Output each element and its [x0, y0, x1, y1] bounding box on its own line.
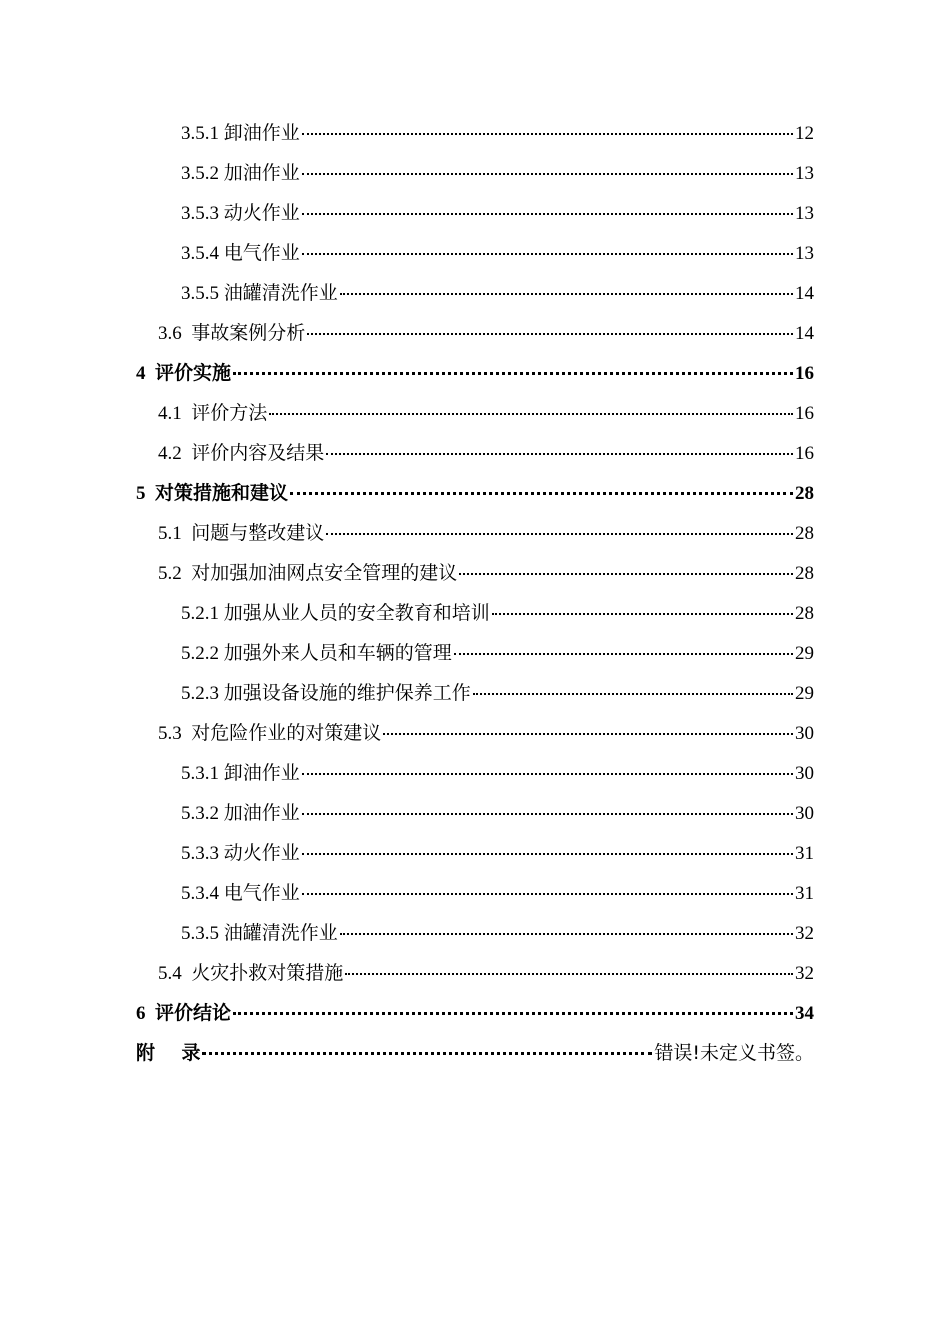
toc-entry-title: 油罐清洗作业: [223, 282, 338, 304]
toc-entry-page-number: 16: [795, 403, 814, 424]
toc-entry-page-number: 28: [795, 523, 814, 544]
toc-entry-number: 3.6: [158, 323, 192, 344]
toc-entry-page-number: 31: [795, 883, 814, 904]
toc-dot-leader: [202, 1052, 652, 1055]
toc-entry[interactable]: [0, 233, 950, 273]
toc-dot-leader: [307, 333, 793, 335]
toc-entry-page-number: 28: [795, 563, 814, 584]
toc-dot-leader: [383, 733, 793, 735]
toc-entry[interactable]: [0, 393, 950, 433]
toc-entry-number: 3.5.1: [181, 123, 224, 144]
toc-dot-leader: [454, 653, 793, 655]
toc-entry-page-number: 12: [795, 123, 814, 144]
toc-entry[interactable]: [0, 993, 950, 1033]
toc-entry-title: 事故案例分析: [191, 322, 306, 344]
toc-entry-number: 3.5.3: [181, 203, 224, 224]
toc-entry-title: 评价结论: [155, 1002, 232, 1024]
toc-entry-page-number: 31: [795, 843, 814, 864]
toc-entry-title: 动火作业: [223, 202, 300, 224]
toc-entry-page-number: 30: [795, 723, 814, 744]
toc-entry-title: 卸油作业: [223, 122, 300, 144]
toc-entry-title: 评价实施: [155, 362, 232, 384]
toc-entry-page-number: 14: [795, 323, 814, 344]
toc-entry-number: 5.3.2: [181, 803, 224, 824]
toc-entry-number: 5.2.2: [181, 643, 224, 664]
toc-entry-page-number: 13: [795, 203, 814, 224]
toc-entry-page-number: 30: [795, 803, 814, 824]
toc-entry[interactable]: [0, 513, 950, 553]
toc-entry-page-number: 29: [795, 643, 814, 664]
toc-entry[interactable]: [0, 433, 950, 473]
toc-dot-leader: [340, 933, 793, 935]
toc-entry-number: 6: [136, 1003, 155, 1024]
toc-entry-number: 5: [136, 483, 155, 504]
toc-entry-page-number: 32: [795, 963, 814, 984]
toc-entry-title: 对加强加油网点安全管理的建议: [191, 562, 458, 584]
toc-dot-leader: [326, 533, 793, 535]
toc-dot-leader: [302, 213, 793, 215]
toc-dot-leader: [233, 1012, 793, 1015]
toc-entry-title: 附 录: [136, 1042, 201, 1064]
toc-entry-page-number: 13: [795, 243, 814, 264]
toc-dot-leader: [302, 133, 793, 135]
toc-entry-title: 电气作业: [223, 882, 300, 904]
toc-dot-leader: [302, 813, 793, 815]
toc-entry-page-number: 34: [795, 1003, 814, 1024]
toc-entry-page-number: 14: [795, 283, 814, 304]
toc-entry-title: 加油作业: [223, 162, 300, 184]
toc-entry[interactable]: [0, 313, 950, 353]
toc-entry-number: 5.2.1: [181, 603, 224, 624]
toc-entry-number: 3.5.5: [181, 283, 224, 304]
toc-dot-leader: [340, 293, 793, 295]
toc-entry-number: 5.2.3: [181, 683, 224, 704]
toc-entry-number: 5.3: [158, 723, 192, 744]
toc-entry-title: 评价内容及结果: [191, 442, 325, 464]
toc-entry-page-number: 16: [795, 363, 814, 384]
toc-entry[interactable]: [0, 833, 950, 873]
toc-entry-number: 5.2: [158, 563, 192, 584]
toc-dot-leader: [302, 773, 793, 775]
toc-entry-number: 5.1: [158, 523, 192, 544]
toc-entry-number: 5.3.4: [181, 883, 224, 904]
toc-entry[interactable]: [0, 953, 950, 993]
toc-dot-leader: [326, 453, 793, 455]
toc-entry[interactable]: [0, 753, 950, 793]
toc-entry-title: 加油作业: [223, 802, 300, 824]
toc-entry-title: 油罐清洗作业: [223, 922, 338, 944]
toc-entry-title: 动火作业: [223, 842, 300, 864]
toc-entry-title: 问题与整改建议: [191, 522, 325, 544]
toc-dot-leader: [345, 973, 793, 975]
toc-dot-leader: [473, 693, 793, 695]
toc-dot-leader: [302, 893, 793, 895]
toc-entry[interactable]: [0, 1033, 950, 1073]
toc-entry-title: 评价方法: [191, 402, 268, 424]
toc-dot-leader: [290, 492, 793, 495]
toc-entry[interactable]: [0, 553, 950, 593]
toc-dot-leader: [302, 253, 793, 255]
toc-entry-number: 3.5.4: [181, 243, 224, 264]
toc-entry-number: 5.3.3: [181, 843, 224, 864]
toc-entry[interactable]: [0, 593, 950, 633]
toc-entry[interactable]: [0, 713, 950, 753]
toc-entry-page-number: 28: [795, 603, 814, 624]
toc-entry-page-number: 28: [795, 483, 814, 504]
toc-entry[interactable]: [0, 873, 950, 913]
toc-entry-number: 5.4: [158, 963, 192, 984]
toc-entry-page-number: 29: [795, 683, 814, 704]
toc-entry-page-number: 30: [795, 763, 814, 784]
toc-entry[interactable]: [0, 193, 950, 233]
toc-dot-leader: [269, 413, 793, 415]
toc-entry-title: 对策措施和建议: [155, 482, 289, 504]
toc-entry-number: 5.3.5: [181, 923, 224, 944]
toc-entry-title: 电气作业: [223, 242, 300, 264]
toc-dot-leader: [302, 853, 793, 855]
toc-entry-title: 加强外来人员和车辆的管理: [223, 642, 452, 664]
toc-entry-page-number: 16: [795, 443, 814, 464]
toc-entry[interactable]: [0, 913, 950, 953]
toc-entry[interactable]: [0, 353, 950, 393]
toc-entry-page-number: 13: [795, 163, 814, 184]
toc-entry-title: 卸油作业: [223, 762, 300, 784]
toc-entry-number: 4.2: [158, 443, 192, 464]
toc-entry-number: 4.1: [158, 403, 192, 424]
toc-entry-title: 对危险作业的对策建议: [191, 722, 382, 744]
toc-entry-number: 5.3.1: [181, 763, 224, 784]
toc-entry-title: 火灾扑救对策措施: [191, 962, 344, 984]
table-of-contents: [0, 113, 950, 1073]
toc-dot-leader: [492, 613, 793, 615]
toc-entry[interactable]: [0, 273, 950, 313]
toc-entry[interactable]: [0, 153, 950, 193]
toc-entry[interactable]: [0, 673, 950, 713]
toc-entry[interactable]: [0, 113, 950, 153]
toc-entry-title: 加强从业人员的安全教育和培训: [223, 602, 490, 624]
toc-dot-leader: [302, 173, 793, 175]
toc-entry-number: 3.5.2: [181, 163, 224, 184]
toc-entry[interactable]: [0, 473, 950, 513]
toc-dot-leader: [233, 372, 793, 375]
toc-entry[interactable]: [0, 793, 950, 833]
toc-entry-page-number: 错误!未定义书签。: [654, 1042, 814, 1064]
toc-dot-leader: [459, 573, 793, 575]
toc-entry[interactable]: [0, 633, 950, 673]
toc-entry-number: 4: [136, 363, 155, 384]
toc-entry-title: 加强设备设施的维护保养工作: [223, 682, 471, 704]
toc-entry-page-number: 32: [795, 923, 814, 944]
